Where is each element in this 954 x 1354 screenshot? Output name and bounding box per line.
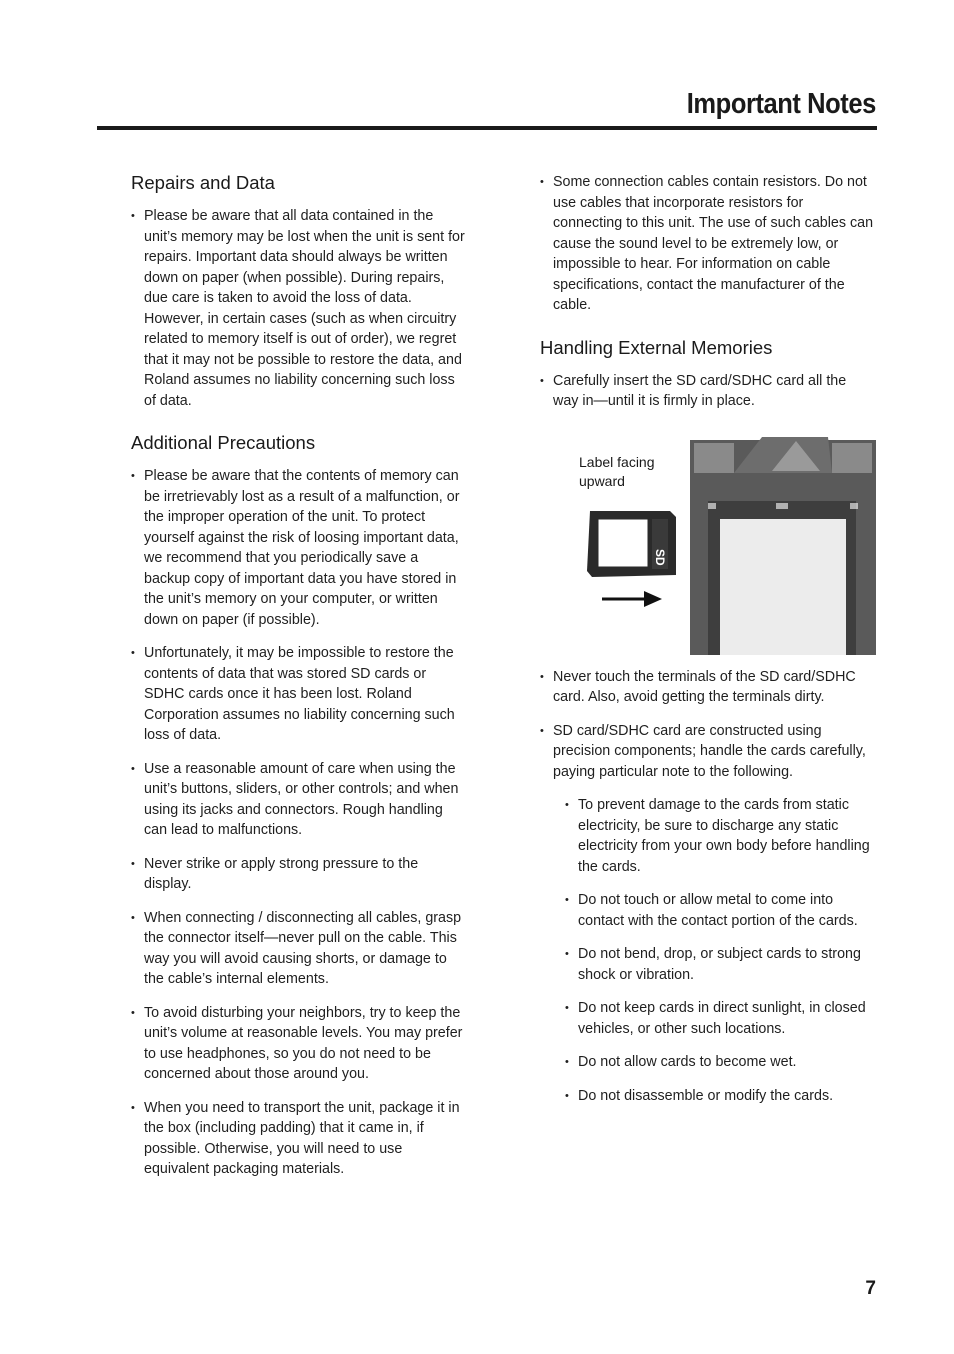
list-item: • Do not disassemble or modify the cards. <box>565 1086 875 1107</box>
list-item: • Do not touch or allow metal to come into contact with the contact portion of the cards. <box>565 890 875 931</box>
list-item: • Do not allow cards to become wet. <box>565 1052 875 1073</box>
label-line-2: upward <box>579 472 625 489</box>
list-item: • Carefully insert the SD card/SDHC card all the way in—until it is firmly in place. <box>540 371 875 412</box>
list-item: • To avoid disturbing your neighbors, try to keep the unit’s volume at reasonable levels. You may prefer to use headphones, so you do not need to be concerned about those around you. <box>131 1003 466 1085</box>
sd-card-logo: SD <box>653 548 667 566</box>
list-item: • Please be aware that the contents of memory can be irretrievably lost as a result of a malfunction, or the improper operation of the unit. To protect yourself against the risk of loosing important data, we recommend that you periodically save a backup copy of important data you have stored in the unit’s memory on your computer, or written down on paper (if possible). <box>131 466 466 630</box>
figure-label <box>579 453 679 491</box>
label-line-1: Label facing <box>579 453 655 470</box>
recorder-device-icon <box>690 437 876 655</box>
left-column <box>131 172 466 1193</box>
list-item: • When you need to transport the unit, package it in the box (including padding) that it came in, if possible. Otherwise, you will need to use equivalent packaging materials. <box>131 1098 466 1180</box>
right-column <box>540 172 875 1119</box>
card-care-sublist <box>565 795 875 1106</box>
list-item: • Use a reasonable amount of care when using the unit’s buttons, sliders, or other controls; and when using its jacks and connectors. Rough handling can lead to malfunctions. <box>131 759 466 841</box>
insert-arrow-icon <box>602 591 662 607</box>
repairs-heading: Repairs and Data <box>131 172 275 193</box>
title-rule <box>97 126 877 130</box>
repairs-list <box>131 206 466 411</box>
page-number: 7 <box>865 1278 876 1299</box>
memories-heading: Handling External Memories <box>540 336 773 358</box>
list-item: • Never touch the terminals of the SD card/SDHC card. Also, avoid getting the terminals dirty. <box>540 667 875 708</box>
list-item: • Unfortunately, it may be impossible to restore the contents of data that was stored SD cards or SDHC cards once it has been lost. Roland Corporation assumes no liability concerning such loss of data. <box>131 643 466 746</box>
sd-card-icon <box>587 511 676 577</box>
list-item: • To prevent damage to the cards from static electricity, be sure to discharge any static electricity from your own body before handling the cards. <box>565 795 875 877</box>
page-title: Important Notes <box>686 88 876 120</box>
cables-list <box>540 172 875 316</box>
precautions-list <box>131 466 466 1180</box>
precautions-heading: Additional Precautions <box>131 432 316 453</box>
sd-card-insertion-figure <box>540 425 880 655</box>
list-item: • SD card/SDHC card are constructed using precision components; handle the cards carefully, paying particular note to the following. <box>540 721 875 783</box>
list-item: • When connecting / disconnecting all cables, grasp the connector itself—never pull on the cable. This way you will avoid causing shorts, or damage to the cable’s internal elements. <box>131 908 466 990</box>
memories-list <box>540 371 875 412</box>
handling-list <box>540 667 875 783</box>
list-item: • Do not keep cards in direct sunlight, in closed vehicles, or other such locations. <box>565 998 875 1039</box>
list-item: • Please be aware that all data contained in the unit’s memory may be lost when the unit is sent for repairs. Important data should always be written down on paper (when possible). During repairs, due care is taken to avoid the loss of data. However, in certain cases (such as when circuitry related to memory itself is out of order), we regret that it may not be possible to restore the data, and Roland assumes no liability concerning such loss of data. <box>131 206 466 411</box>
list-item: • Never strike or apply strong pressure to the display. <box>131 854 466 895</box>
list-item: • Some connection cables contain resistors. Do not use cables that incorporate resistors for connecting to this unit. The use of such cables can cause the sound level to be extremely low, or impossible to hear. For information on cable specifications, contact the manufacturer of the cable. <box>540 172 875 316</box>
list-item: • Do not bend, drop, or subject cards to strong shock or vibration. <box>565 944 875 985</box>
